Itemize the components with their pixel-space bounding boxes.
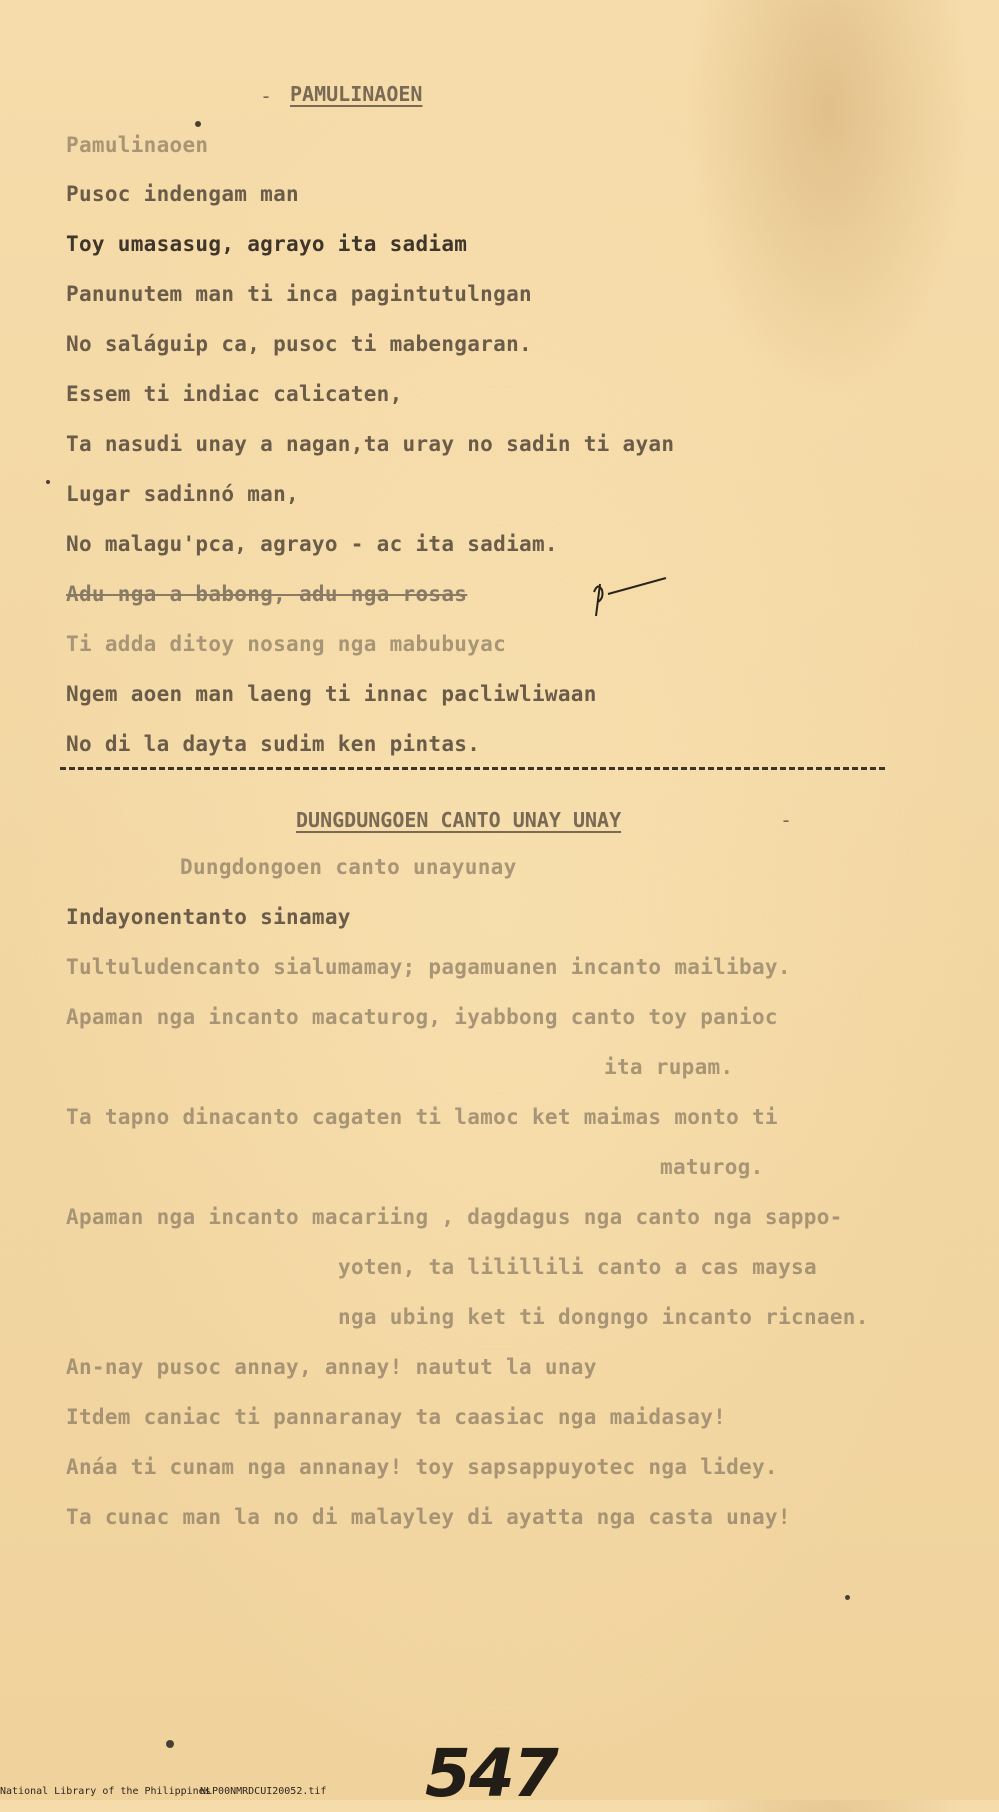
poem1-line-7: Ta nasudi unay a nagan,ta uray no sadin ti ayan [66,432,675,456]
poem2-line-4: Apaman nga incanto macaturog, iyabbong canto toy panioc [66,1005,778,1029]
poem2-line-7: maturog. [660,1155,764,1179]
section2-title: DUNGDUNGOEN CANTO UNAY UNAY [296,808,622,832]
poem1-line-12: Ngem aoen man laeng ti innac pacliwliwaan [66,682,597,706]
ink-dot [845,1595,850,1600]
poem1-line-6: Essem ti indiac calicaten, [66,382,403,406]
title-dash-left: - [260,84,273,108]
poem1-line-1: Pamulinaoen [66,133,209,157]
poem1-line-10-struck: Adu nga a babong, adu nga rosas [66,582,468,606]
ink-dot [195,121,201,127]
poem2-line-2: Indayonentanto sinamay [66,905,351,929]
poem2-line-6: Ta tapno dinacanto cagaten ti lamoc ket maimas monto ti [66,1105,778,1129]
footer-file-name: NLP00NMRDCUI20052.tif [200,1786,327,1797]
poem1-line-11: Ti adda ditoy nosang nga mabubuyac [66,632,507,656]
page-number: 547 [425,1735,557,1812]
poem2-line-11: An-nay pusoc annay, annay! nautut la unay [66,1355,597,1379]
poem2-line-13: Anáa ti cunam nga annanay! toy sapsappuyotec nga lidey. [66,1455,778,1479]
poem2-line-14: Ta cunac man la no di malayley di ayatta nga casta unay! [66,1505,791,1529]
poem1-line-8: Lugar sadinnó man, [66,482,299,506]
poem2-line-5: ita rupam. [604,1055,734,1079]
poem2-line-8: Apaman nga incanto macariing , dagdagus nga canto nga sappo- [66,1205,843,1229]
poem2-line-9: yoten, ta lilillili canto a cas maysa [338,1255,817,1279]
handwritten-check-mark [590,572,670,620]
poem2-line-12: Itdem caniac ti pannaranay ta caasiac nga maidasay! [66,1405,727,1429]
section-divider [60,767,885,770]
poem1-line-3: Toy umasasug, agrayo ita sadiam [66,232,468,256]
poem1-line-2: Pusoc indengam man [66,182,299,206]
poem1-line-4: Panunutem man ti inca pagintutulngan [66,282,532,306]
poem2-line-1: Dungdongoen canto unayunay [180,855,517,879]
title-dash-right: - [780,808,793,832]
poem2-line-3: Tultuludencanto sialumamay; pagamuanen incanto mailibay. [66,955,791,979]
poem2-line-10: nga ubing ket ti dongngo incanto ricnaen. [338,1305,869,1329]
footer-library-name: National Library of the Philippines [0,1786,211,1797]
ink-dot [46,480,50,484]
section1-title: PAMULINAOEN [290,82,423,106]
poem1-line-5: No saláguip ca, pusoc ti mabengaran. [66,332,532,356]
poem1-line-9: No malagu'pca, agrayo - ac ita sadiam. [66,532,558,556]
poem1-line-13: No di la dayta sudim ken pintas. [66,732,481,756]
ink-dot [166,1740,174,1748]
